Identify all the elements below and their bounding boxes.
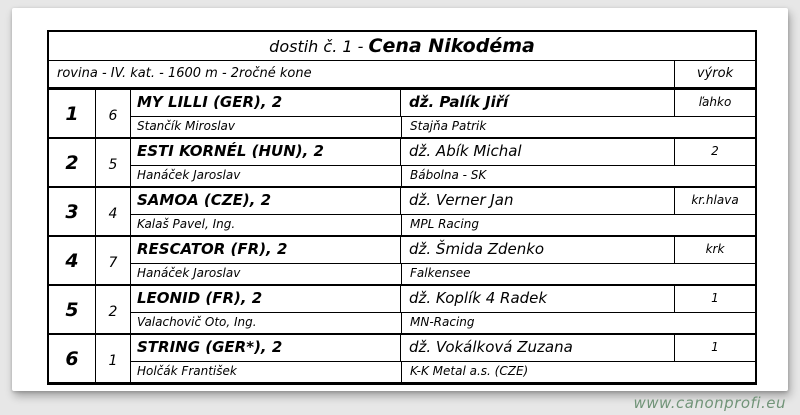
verdict-value: 1: [674, 335, 755, 361]
horse-name: ESTI KORNÉL (HUN), 2: [137, 142, 324, 160]
start-number: 2: [95, 286, 130, 333]
jockey-name: dž. Palík Jiří: [400, 90, 674, 116]
entry-secondary-line: [131, 215, 755, 235]
start-number: 4: [95, 188, 130, 235]
watermark-url: www.canonprofi.eu: [633, 394, 786, 412]
entry-secondary-line: [131, 166, 755, 186]
stable-name: MN-Racing: [401, 313, 755, 333]
stable-name: Stajňa Patrik: [401, 117, 755, 137]
race-entry: [49, 335, 755, 382]
entry-details: [130, 286, 755, 333]
horse-name: SAMOA (CZE), 2: [137, 191, 272, 209]
jockey-name: dž. Vokálková Zuzana: [400, 335, 674, 361]
entry-primary-line: [131, 237, 755, 264]
verdict-value: krk: [674, 237, 755, 263]
entry-secondary-line: [131, 313, 755, 333]
finish-position: 6: [65, 347, 79, 370]
horse-name: RESCATOR (FR), 2: [137, 240, 288, 258]
start-number: 7: [95, 237, 130, 284]
trainer-name: Kalaš Pavel, Ing.: [137, 217, 236, 231]
horse-name: LEONID (FR), 2: [137, 289, 263, 307]
trainer-name: Hanáček Jaroslav: [137, 266, 241, 280]
jockey-name: dž. Abík Michal: [400, 139, 674, 165]
trainer-name: Stančík Miroslav: [137, 119, 235, 133]
stable-name: K-K Metal a.s. (CZE): [401, 362, 755, 382]
entry-primary-line: [131, 188, 755, 215]
finish-position: 2: [65, 151, 79, 174]
race-entry: [49, 188, 755, 237]
finish-position: 3: [65, 200, 79, 223]
entry-secondary-line: [131, 117, 755, 137]
race-results-table: [47, 30, 757, 385]
race-entry: [49, 90, 755, 139]
race-entry: [49, 139, 755, 188]
race-entry: [49, 286, 755, 335]
start-number: 6: [95, 90, 130, 137]
jockey-name: dž. Verner Jan: [400, 188, 674, 214]
verdict-value: ľahko: [674, 90, 755, 116]
entry-secondary-line: [131, 264, 755, 284]
race-number-label: dostih č. 1 -: [269, 37, 369, 56]
race-conditions: rovina - IV. kat. - 1600 m - 2ročné kone: [57, 66, 312, 81]
entry-details: [130, 188, 755, 235]
start-number: 5: [95, 139, 130, 186]
verdict-column-header: výrok: [674, 61, 755, 87]
verdict-value: 2: [674, 139, 755, 165]
entry-details: [130, 90, 755, 137]
horse-name: STRING (GER*), 2: [137, 338, 283, 356]
entry-primary-line: [131, 139, 755, 166]
finish-position: 5: [65, 298, 79, 321]
trainer-name: Hanáček Jaroslav: [137, 168, 241, 182]
document-page: [12, 8, 788, 391]
entry-secondary-line: [131, 362, 755, 382]
jockey-name: dž. Koplík 4 Radek: [400, 286, 674, 312]
race-entry: [49, 237, 755, 286]
horse-name: MY LILLI (GER), 2: [137, 93, 283, 111]
start-number: 1: [95, 335, 130, 382]
stable-name: Bábolna - SK: [401, 166, 755, 186]
stable-name: Falkensee: [401, 264, 755, 284]
entry-primary-line: [131, 335, 755, 362]
trainer-name: Valachovič Oto, Ing.: [137, 315, 257, 329]
trainer-name: Holčák František: [137, 364, 237, 378]
entry-primary-line: [131, 286, 755, 313]
finish-position: 4: [65, 249, 79, 272]
finish-position: 1: [65, 102, 79, 125]
verdict-value: kr.hlava: [674, 188, 755, 214]
verdict-value: 1: [674, 286, 755, 312]
entry-details: [130, 335, 755, 382]
entry-details: [130, 237, 755, 284]
race-name: Cena Nikodéma: [368, 35, 535, 57]
jockey-name: dž. Šmida Zdenko: [400, 237, 674, 263]
race-conditions-row: [49, 61, 755, 90]
stable-name: MPL Racing: [401, 215, 755, 235]
entries-list: [49, 90, 755, 382]
entry-details: [130, 139, 755, 186]
entry-primary-line: [131, 90, 755, 117]
race-title-row: [49, 32, 755, 61]
